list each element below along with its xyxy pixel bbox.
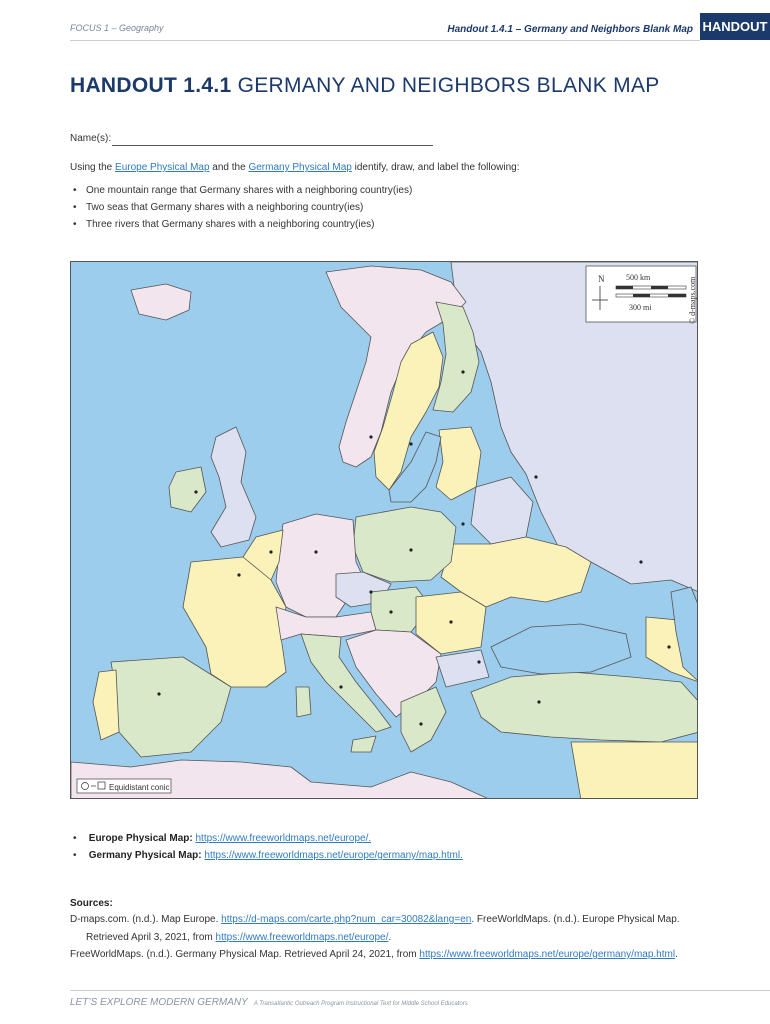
sources-heading: Sources: [70,898,113,909]
intro-before: Using the [70,162,116,173]
projection-box [77,779,171,793]
names-field[interactable] [112,145,433,146]
source-text: . [675,949,678,960]
map-credit: © d-maps.com [688,276,697,324]
footer [70,997,468,1008]
germany-physical-map-url[interactable]: https://www.freeworldmaps.net/europe/germany/map.html. [204,850,463,861]
handout-badge: HANDOUT [700,13,770,40]
source-text: Retrieved April 3, 2021, from [86,932,216,943]
europe-blank-map [70,261,698,799]
europe-physical-map-url[interactable]: https://www.freeworldmaps.net/europe/. [195,833,372,844]
middle-east-region [571,742,698,799]
map-scale-box [586,266,696,322]
scale-km-label: 500 km [626,273,651,282]
task-item: • Two seas that Germany shares with a neighboring country(ies) [70,202,412,219]
task-list [70,185,412,236]
freeworldmaps-germany-url[interactable]: https://www.freeworldmaps.net/europe/germany/map.html [419,949,676,960]
germany-map-link[interactable]: Germany Physical Map [248,162,352,173]
reference-item [70,850,463,867]
scale-mi-label: 300 mi [629,303,652,312]
source-text: D-maps.com. (n.d.). Map Europe. [70,914,222,925]
reference-label: Germany Physical Map: [88,850,202,861]
north-label: N [598,274,605,284]
task-item: • Three rivers that Germany shares with a neighboring country(ies) [70,219,412,236]
intro-after: identify, draw, and label the following: [351,162,520,173]
europe-map-link[interactable]: Europe Physical Map [115,162,210,173]
source-text: . [388,932,392,943]
dmaps-url[interactable]: https://d-maps.com/carte.php?num_car=30082&lang=en [221,914,472,925]
footer-divider [70,990,770,991]
source-entry-continued [86,932,391,943]
map-svg [71,262,698,799]
footer-title: LET’S EXPLORE MODERN GERMANY [70,997,248,1008]
source-text: . FreeWorldMaps. (n.d.). Europe Physical Map. [471,914,680,925]
reference-item [70,833,463,850]
source-entry [70,914,680,925]
source-entry [70,949,678,960]
footer-subtitle: A Transatlantic Outreach Program Instructional Text for Middle School Educators [253,1001,468,1007]
page-title-text: GERMANY AND NEIGHBORS BLANK MAP [237,74,660,97]
turkey-region [471,672,698,742]
names-label: Name(s): [70,133,112,144]
task-item: • One mountain range that Germany shares with a neighboring country(ies) [70,185,412,202]
projection-label: Equidistant conic [109,783,170,792]
page-title [70,74,660,98]
reference-label: Europe Physical Map: [88,833,193,844]
source-text: FreeWorldMaps. (n.d.). Germany Physical Map. Retrieved April 24, 2021, from [70,949,420,960]
page-title-number: HANDOUT 1.4.1 [70,74,232,97]
poland-region [353,507,456,582]
focus-label: FOCUS 1 – Geography [70,23,164,33]
instructions [70,162,520,173]
sardinia-region [296,687,311,717]
intro-middle: and the [209,162,249,173]
header-title: Handout 1.4.1 – Germany and Neighbors Blank Map [447,24,693,35]
reference-list [70,833,463,867]
freeworldmaps-europe-url[interactable]: https://www.freeworldmaps.net/europe/ [215,932,389,943]
header-divider [70,40,700,41]
